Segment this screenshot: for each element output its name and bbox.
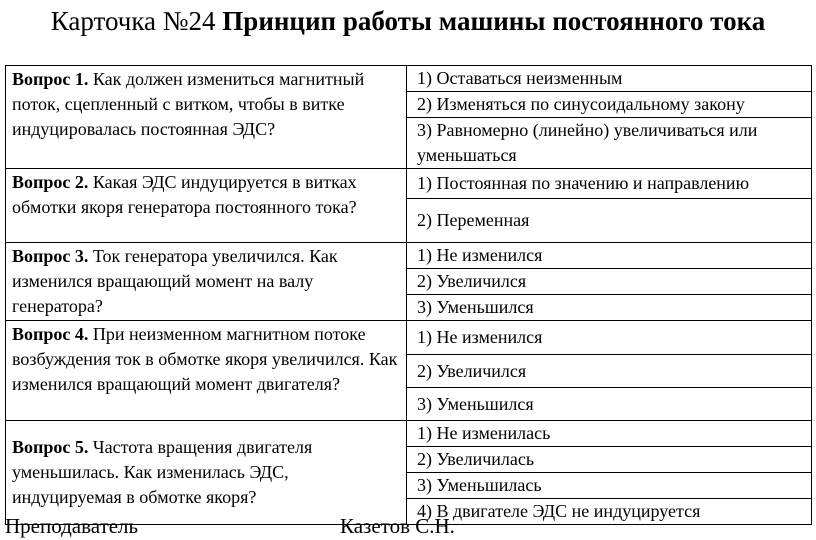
- question-2-answer-2: 2) Переменная: [407, 199, 812, 243]
- questions-table: [5, 65, 812, 525]
- question-4-cell: [6, 321, 407, 421]
- teacher-role: Преподаватель: [5, 514, 139, 538]
- question-3-number: Вопрос 3.: [12, 246, 89, 266]
- question-2-row: [6, 169, 812, 199]
- question-4-answer-3: 3) Уменьшился: [407, 388, 812, 421]
- question-4-text: При неизменном магнитном потоке возбуждения ток в обмотке якоря увеличился. Как изменился вращающий момент двигателя?: [12, 324, 398, 394]
- question-4-answer-2: 2) Увеличился: [407, 355, 812, 388]
- question-4-number: Вопрос 4.: [12, 324, 89, 344]
- question-1-answer-1: 1) Оставаться неизменным: [407, 66, 812, 92]
- question-3-cell: [6, 243, 407, 321]
- question-3-row: [6, 243, 812, 269]
- card-topic: Принцип работы машины постоянного тока: [222, 6, 766, 36]
- question-3-answer-3: 3) Уменьшился: [407, 295, 812, 321]
- question-2-text: Какая ЭДС индуцируется в витках обмотки якоря генератора постоянного тока?: [12, 172, 357, 217]
- question-2-cell: [6, 169, 407, 243]
- question-5-answer-1: 1) Не изменилась: [407, 421, 812, 447]
- question-1-answer-2: 2) Изменяться по синусоидальному закону: [407, 92, 812, 118]
- question-1-answer-3: 3) Равномерно (линейно) увеличиваться или уменьшаться: [407, 118, 812, 169]
- question-3-answer-2: 2) Увеличился: [407, 269, 812, 295]
- question-5-answer-3: 3) Уменьшилась: [407, 473, 812, 499]
- question-4-row: [6, 321, 812, 355]
- question-5-number: Вопрос 5.: [12, 437, 89, 457]
- card-title: [0, 4, 816, 38]
- question-1-text: Как должен измениться магнитный поток, сцепленный с витком, чтобы в витке индуцировалась постоянная ЭДС?: [12, 69, 365, 139]
- question-5-cell: [6, 421, 407, 525]
- question-3-answer-1: 1) Не изменился: [407, 243, 812, 269]
- question-2-number: Вопрос 2.: [12, 172, 89, 192]
- question-5-answer-2: 2) Увеличилась: [407, 447, 812, 473]
- question-4-answer-1: 1) Не изменился: [407, 321, 812, 355]
- question-5-answer-4: 4) В двигателе ЭДС не индуцируется: [407, 499, 812, 525]
- question-1-row: [6, 66, 812, 92]
- card-number: Карточка №24: [50, 6, 216, 36]
- teacher-name: Казетов С.Н.: [340, 514, 455, 538]
- question-1-number: Вопрос 1.: [12, 69, 89, 89]
- question-5-text: Частота вращения двигателя уменьшилась. Как изменилась ЭДС, индуцируемая в обмотке якоря?: [12, 437, 313, 507]
- question-5-row: [6, 421, 812, 447]
- question-3-text: Ток генератора увеличился. Как изменился вращающий момент на валу генератора?: [12, 246, 338, 316]
- question-2-answer-1: 1) Постоянная по значению и направлению: [407, 169, 812, 199]
- question-1-cell: [6, 66, 407, 169]
